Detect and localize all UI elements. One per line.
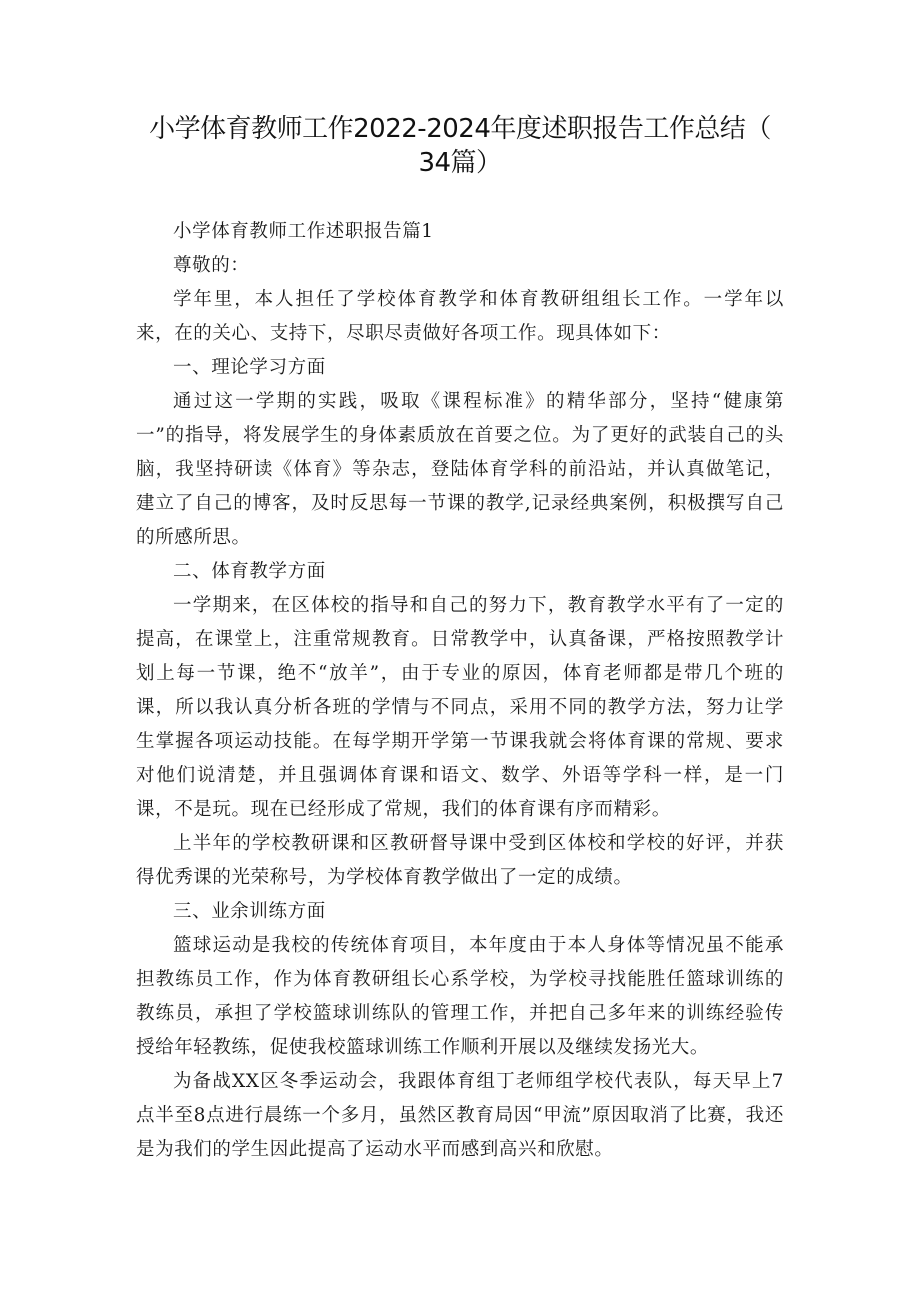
training-paragraph-1: 篮球运动是我校的传统体育项目，本年度由于本人身体等情况虽不能承担教练员工作，作为体育教研组长心系学校，为学校寻找能胜任篮球训练的教练员，承担了学校篮球训练队的管理工作，并把自己多年来的训练经验传授给年轻教练，促使我校篮球训练工作顺利开展以及继续发扬光大。 — [136, 935, 784, 1058]
section-heading-teaching: 二、体育教学方面 — [173, 561, 326, 582]
title-line-1: 小学体育教师工作2022-2024年度述职报告工作总结（ — [149, 114, 771, 144]
theory-paragraph: 通过这一学期的实践，吸取《课程标准》的精华部分，坚持“健康第一”的指导，将发展学生的身体素质放在首要之位。为了更好的武装自己的头脑，我坚持研读《体育》等杂志，登陆体育学科的前沿站，并认真做笔记，建立了自己的博客，及时反思每一节课的教学,记录经典案例，积极撰写自己的所感所思。 — [136, 391, 784, 548]
section-heading-training: 三、业余训练方面 — [173, 901, 326, 922]
intro-paragraph: 学年里，本人担任了学校体育教学和体育教研组组长工作。一学年以来，在的关心、支持下，尽职尽责做好各项工作。现具体如下： — [136, 289, 784, 344]
teaching-paragraph-2: 上半年的学校教研课和区教研督导课中受到区体校和学校的好评，并获得优秀课的光荣称号，为学校体育教学做出了一定的成绩。 — [136, 833, 784, 888]
page-title — [120, 112, 800, 180]
training-paragraph-2: 为备战XX区冬季运动会，我跟体育组丁老师组学校代表队，每天早上7点半至8点进行晨练一个多月，虽然区教育局因“甲流”原因取消了比赛，我还是为我们的学生因此提高了运动水平而感到高兴和欣慰。 — [136, 1071, 784, 1160]
teaching-paragraph-1: 一学期来，在区体校的指导和自己的努力下，教育教学水平有了一定的提高，在课堂上，注重常规教育。日常教学中，认真备课，严格按照教学计划上每一节课，绝不“放羊”，由于专业的原因，体育老师都是带几个班的课，所以我认真分析各班的学情与不同点，采用不同的教学方法，努力让学生掌握各项运动技能。在每学期开学第一节课我就会将体育课的常规、要求对他们说清楚，并且强调体育课和语文、数学、外语等学科一样，是一门课，不是玩。现在已经形成了常规，我们的体育课有序而精彩。 — [136, 595, 784, 820]
document-body — [136, 215, 784, 1167]
salutation: 尊敬的： — [173, 255, 250, 276]
title-line-2: 34篇） — [418, 148, 502, 178]
report-subtitle: 小学体育教师工作述职报告篇1 — [173, 221, 434, 242]
section-heading-theory: 一、理论学习方面 — [173, 357, 326, 378]
